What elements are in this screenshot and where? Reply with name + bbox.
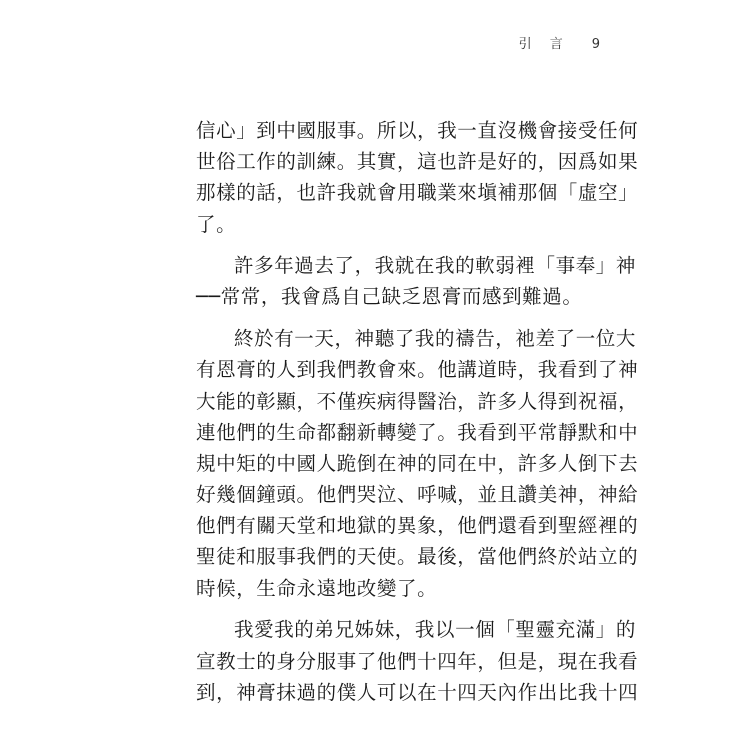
page-number: 9	[591, 37, 600, 52]
text-line: 他們有關天堂和地獄的異象，他們還看到聖經裡的	[196, 514, 639, 538]
text-line: 聖徒和服事我們的天使。最後，當他們終於站立的	[196, 545, 639, 569]
text-line: ──常常，我會爲自己缺乏恩膏而感到難過。	[196, 285, 583, 309]
text-line: 許多年過去了，我就在我的軟弱裡「事奉」神	[234, 254, 637, 278]
text-line: 終於有一天，神聽了我的禱告，祂差了一位大	[234, 327, 637, 351]
text-line: 了。	[196, 212, 237, 236]
text-line: 連他們的生命都翻新轉變了。我看到平常靜默和中	[196, 420, 639, 444]
body-text	[196, 115, 639, 708]
text-line: 好幾個鐘頭。他們哭泣、呼喊，並且讚美神，神給	[196, 483, 639, 507]
text-line: 規中矩的中國人跪倒在神的同在中，許多人倒下去	[196, 451, 639, 475]
text-line: 信心」到中國服事。所以，我一直沒機會接受任何	[196, 119, 639, 142]
running-header	[500, 33, 600, 52]
text-line: 有恩膏的人到我們教會來。他講道時，我看到了神	[196, 358, 639, 382]
text-line: 大能的彰顯，不僅疾病得醫治，許多人得到祝福，	[196, 389, 639, 413]
text-line: 世俗工作的訓練。其實，這也許是好的，因爲如果	[196, 150, 639, 174]
section-title: 引 言	[518, 37, 570, 52]
text-line: 到，神膏抹過的僕人可以在十四天內作出比我十四	[196, 680, 639, 704]
text-line: 宣教士的身分服事了他們十四年，但是，現在我看	[196, 649, 639, 673]
text-line: 那樣的話，也許我就會用職業來塡補那個「虛空」	[196, 181, 639, 205]
text-line: 時候，生命永遠地改變了。	[196, 576, 438, 600]
text-line: 我愛我的弟兄姊妹，我以一個「聖靈充滿」的	[234, 618, 637, 642]
